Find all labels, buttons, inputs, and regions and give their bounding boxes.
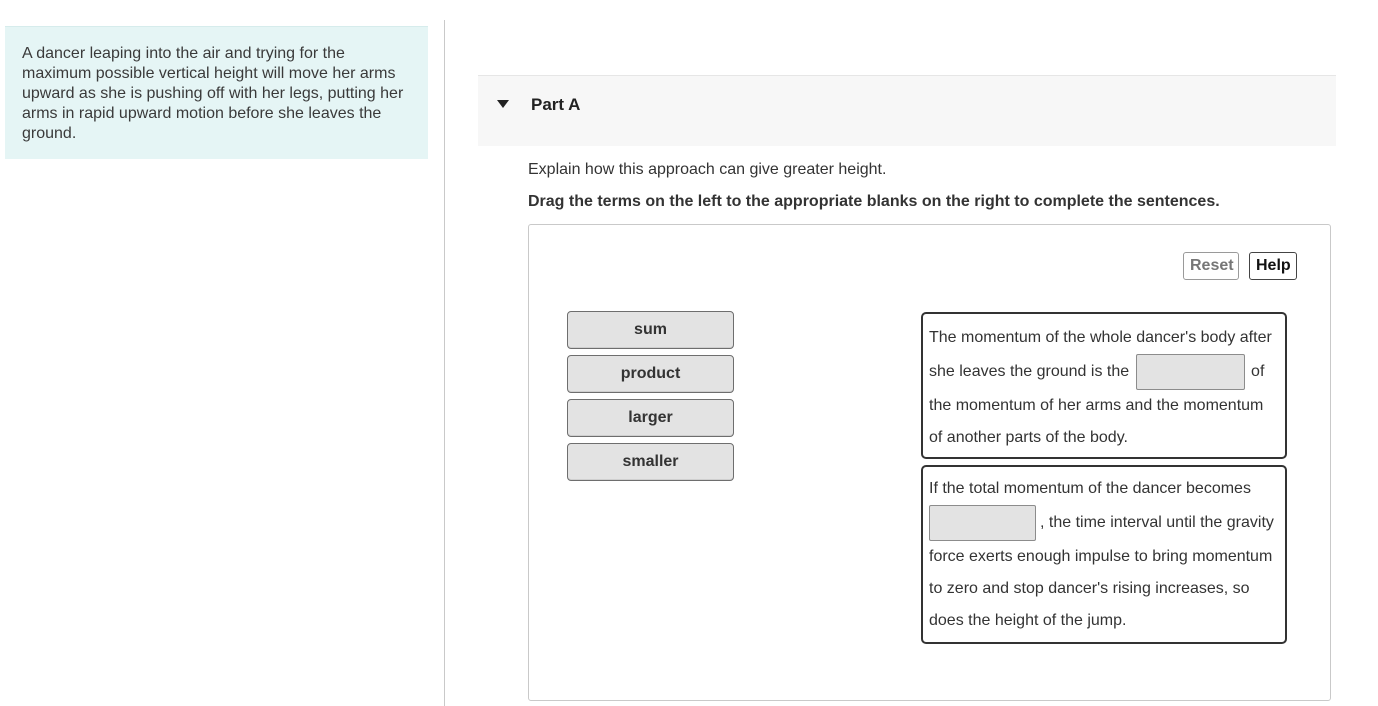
drop-blank-1[interactable]: [1136, 354, 1245, 390]
instruction-text: Drag the terms on the left to the appropriate blanks on the right to complete the sentences.: [528, 193, 1220, 210]
term-larger[interactable]: larger: [567, 399, 734, 437]
sentence-2-before: If the total momentum of the dancer becomes: [929, 480, 1251, 497]
column-divider: [444, 20, 445, 706]
sentence-1: [921, 312, 1287, 459]
reset-button[interactable]: Reset: [1183, 252, 1239, 280]
sentence-1-before: The momentum of the whole dancer's body after she leaves the ground is the: [929, 329, 1272, 381]
term-product[interactable]: product: [567, 355, 734, 393]
caret-down-icon[interactable]: [497, 100, 509, 108]
drag-drop-area: [528, 224, 1331, 701]
sentence-2: [921, 465, 1287, 644]
problem-context: [5, 26, 428, 159]
drop-blank-2[interactable]: [929, 505, 1036, 541]
sentence-1-after: of the momentum of her arms and the momentum of another parts of the body.: [929, 363, 1265, 446]
context-text: A dancer leaping into the air and trying for the maximum possible vertical height will move her arms upward as she is pushing off with her legs, putting her arms in rapid upward motion before she leaves the ground.: [22, 45, 404, 142]
term-sum[interactable]: sum: [567, 311, 734, 349]
help-button[interactable]: Help: [1249, 252, 1297, 280]
term-smaller[interactable]: smaller: [567, 443, 734, 481]
sentence-2-after: , the time interval until the gravity force exerts enough impulse to bring momentum to zero and stop dancer's rising increases, so does the height of the jump.: [929, 514, 1274, 629]
part-title: Part A: [531, 95, 581, 114]
question-text: Explain how this approach can give greater height.: [528, 161, 887, 178]
part-header[interactable]: [478, 75, 1336, 146]
